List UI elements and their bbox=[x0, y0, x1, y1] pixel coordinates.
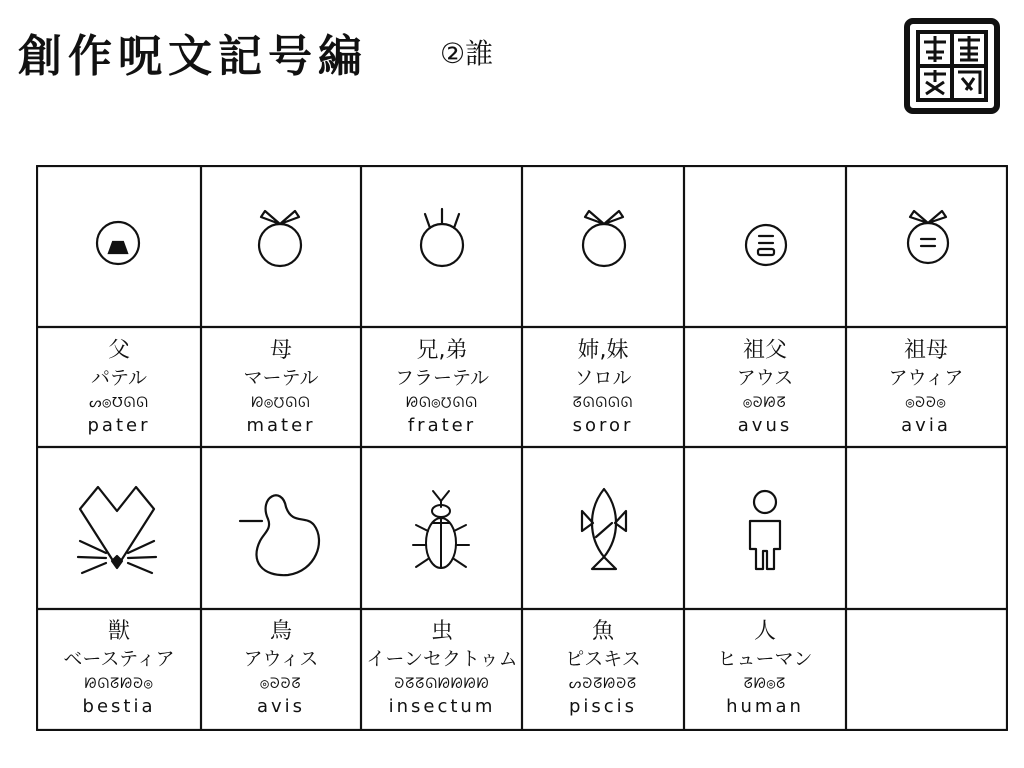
beast-fox-symbol-icon bbox=[78, 487, 156, 573]
sibling-brother-symbol-icon bbox=[421, 209, 463, 266]
insect-beetle-symbol-icon bbox=[413, 491, 469, 568]
card-kana-label: イーンセクトゥム bbox=[366, 648, 518, 670]
card-kana-label: フラーテル bbox=[394, 367, 490, 389]
card-latin-label: mater bbox=[246, 415, 316, 436]
mother-symbol-icon bbox=[259, 211, 301, 266]
card-latin-label: bestia bbox=[82, 696, 156, 717]
card-kanji-label: 父 bbox=[107, 338, 131, 363]
card-latin-label: avia bbox=[901, 415, 951, 436]
artist-seal-logo bbox=[904, 18, 1000, 114]
card-script-label: ᘔᘏᘏᘏᘏ bbox=[572, 395, 634, 411]
card-kanji-label: 祖母 bbox=[903, 338, 949, 363]
card-script-label: ◎ᘐᘒᘔ bbox=[260, 676, 302, 692]
card-kanji-label: 鳥 bbox=[269, 619, 293, 644]
card-script-label: ᔕ◎℧ᘏᘏ bbox=[89, 395, 149, 411]
card-kana-label: マーテル bbox=[243, 367, 319, 389]
card-latin-label: insectum bbox=[388, 696, 496, 717]
card-kanji-label: 魚 bbox=[591, 619, 615, 644]
card-kana-label: パテル bbox=[90, 367, 148, 389]
sibling-sister-symbol-icon bbox=[583, 211, 625, 266]
card-latin-label: avis bbox=[256, 696, 306, 717]
card-kanji-label: 人 bbox=[753, 619, 777, 644]
fish-symbol-icon bbox=[582, 489, 626, 569]
card-kanji-label: 姉,妹 bbox=[577, 338, 629, 363]
page-subtitle: ②誰 bbox=[440, 37, 494, 70]
card-script-label: ᘗ◎℧ᘏᘏ bbox=[251, 395, 311, 411]
card-kanji-label: 祖父 bbox=[742, 338, 788, 363]
grandfather-symbol-icon bbox=[746, 225, 786, 265]
card-script-label: ᘔᘙ◎ᘔ bbox=[743, 676, 787, 692]
card-kanji-label: 虫 bbox=[430, 619, 454, 644]
card-latin-label: human bbox=[726, 696, 804, 717]
page-title: 創作呪文記号編 bbox=[18, 31, 368, 82]
card-kana-label: ヒューマン bbox=[717, 648, 813, 670]
card-kana-label: アウィス bbox=[243, 648, 319, 670]
card-script-label: ᘙᘏᘔᘙᘒ◎ bbox=[84, 676, 154, 692]
card-latin-label: soror bbox=[572, 415, 634, 436]
grandmother-symbol-icon bbox=[908, 211, 948, 263]
card-kana-label: ピスキス bbox=[565, 648, 641, 670]
card-script-label: ◎ᘐᘒ◎ bbox=[905, 395, 947, 411]
card-latin-label: piscis bbox=[568, 696, 638, 717]
card-latin-label: avus bbox=[737, 415, 793, 436]
card-kana-label: アウス bbox=[736, 367, 794, 389]
card-latin-label: pater bbox=[87, 415, 151, 436]
card-script-label: ᔕᘒᘔᘙᘒᘔ bbox=[568, 676, 638, 692]
card-kanji-label: 母 bbox=[269, 338, 293, 363]
glyph-table bbox=[36, 165, 1008, 731]
card-kanji-label: 獣 bbox=[107, 619, 131, 644]
card-script-label: ◎ᘐᘙᘔ bbox=[743, 395, 787, 411]
card-kana-label: ソロル bbox=[574, 367, 632, 389]
bird-symbol-icon bbox=[240, 495, 319, 575]
card-kanji-label: 兄,弟 bbox=[416, 338, 468, 363]
card-script-label: ᘒᘔᘔᘏᘙᘙᘙᘗ bbox=[394, 676, 490, 692]
card-script-label: ᘙᘏ◎℧ᘏᘏ bbox=[406, 395, 478, 411]
card-latin-label: frater bbox=[407, 415, 477, 436]
father-symbol-icon bbox=[97, 222, 139, 264]
card-kana-label: ベースティア bbox=[63, 648, 175, 670]
human-symbol-icon bbox=[750, 491, 780, 569]
card-kana-label: アウィア bbox=[888, 367, 964, 389]
